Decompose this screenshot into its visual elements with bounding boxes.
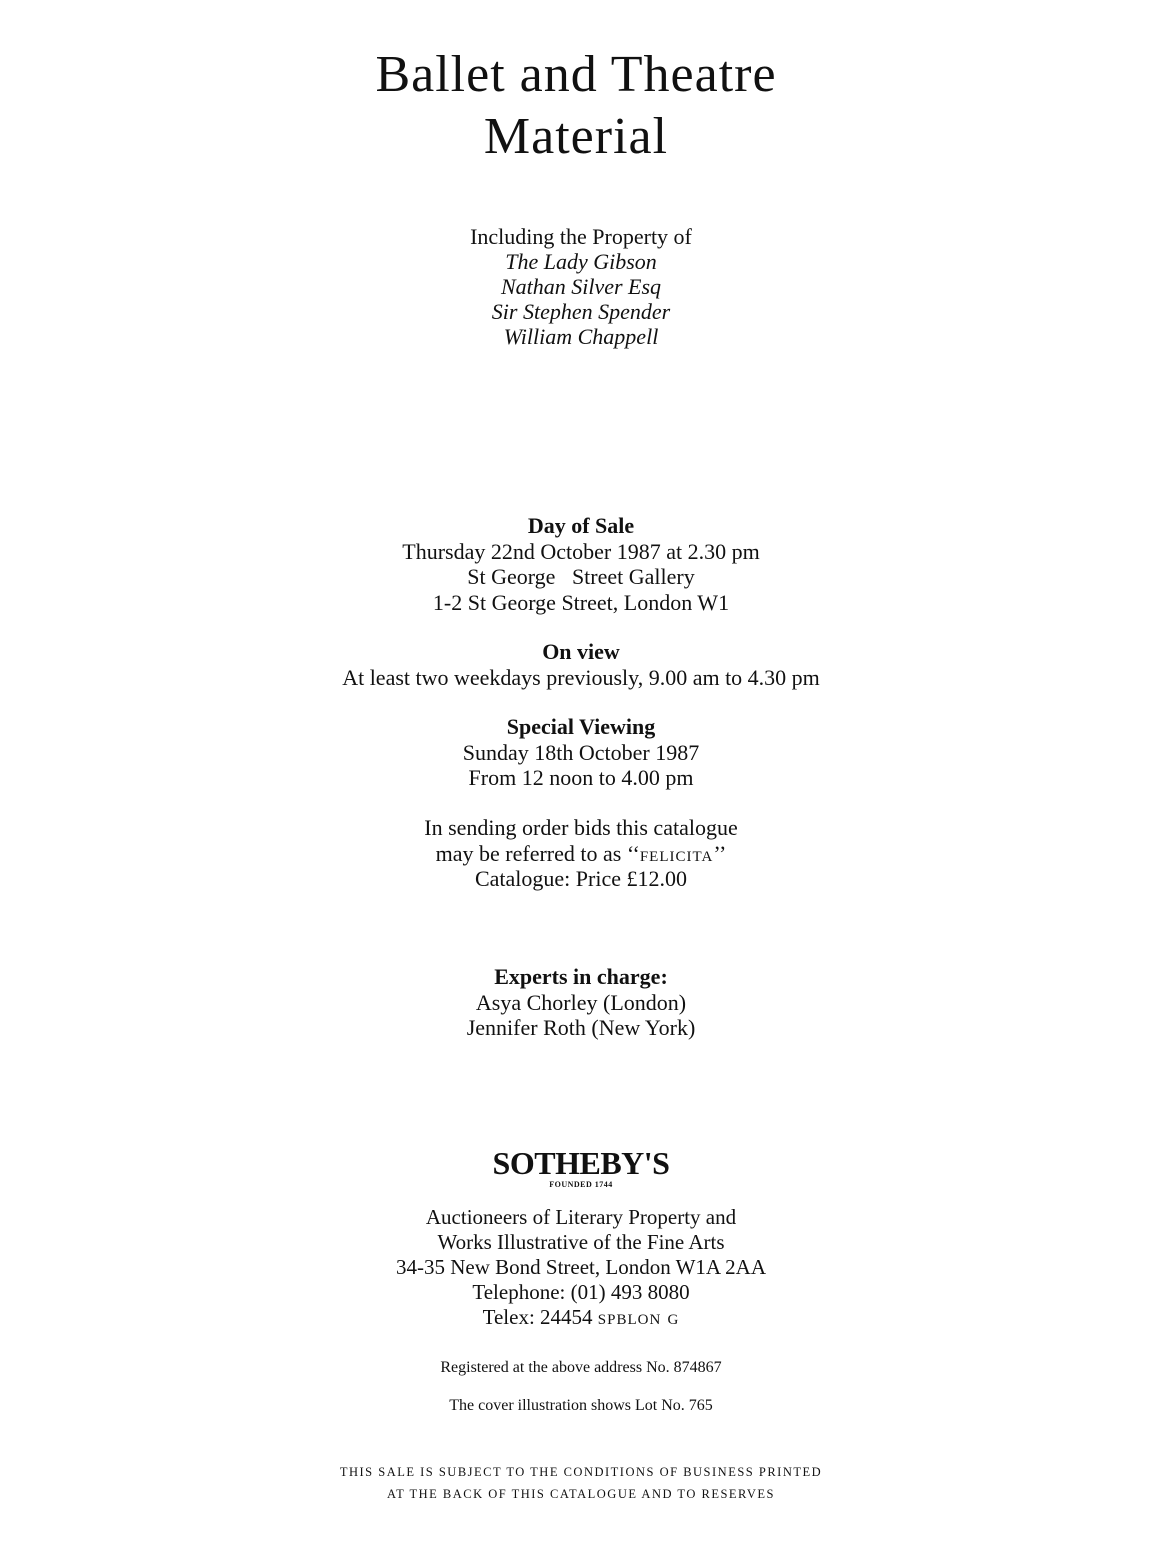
conditions-line-1: THIS SALE IS SUBJECT TO THE CONDITIONS OF BUSINESS PRINTED [339,1465,823,1479]
telex-prefix: Telex: 24454 [482,1305,598,1329]
sale-date: Thursday 22nd October 1987 at 2.30 pm [402,538,760,564]
logo-founded-text: FOUNDED 1744 [549,1180,613,1189]
registration-text: Registered at the above address No. 874867 [440,1359,722,1376]
address-line: Auctioneers of Literary Property and [425,1205,737,1229]
order-bids-section [0,815,1162,892]
sale-address: 1-2 St George Street, London W1 [432,589,730,615]
day-of-sale-section [0,513,1162,615]
owner-name: The Lady Gibson [505,249,657,274]
telephone: Telephone: (01) 493 8080 [472,1280,690,1304]
logo-wordmark: SOTHEBY'S [492,1145,670,1181]
sale-venue: St George Street Gallery [467,564,695,589]
owner-name: William Chappell [503,324,659,349]
special-viewing-section [0,714,1162,791]
page-title [0,44,1157,168]
registration-note [0,1358,1162,1378]
catalogue-code-line [0,841,1162,867]
catalogue-code-prefix: may be referred to as ‘‘ [435,840,640,866]
catalogue-code-suffix: ’’ [713,840,727,866]
experts-heading: Experts in charge: [494,964,668,989]
conditions-notice [0,1461,1162,1505]
owner-name: Nathan Silver Esq [500,274,662,299]
sothebys-logo [0,1145,1162,1190]
order-bids-text: In sending order bids this catalogue [424,815,738,840]
property-intro: Including the Property of [470,224,692,249]
expert-name: Jennifer Roth (New York) [466,1015,696,1040]
on-view-text: At least two weekdays previously, 9.00 am to 4.30 pm [342,664,820,690]
expert-name: Asya Chorley (London) [475,989,687,1015]
catalogue-code: felicita [639,840,714,866]
auctioneer-address [0,1205,1162,1330]
special-viewing-time: From 12 noon to 4.00 pm [468,765,694,790]
on-view-section [0,639,1162,690]
cover-note [0,1396,1162,1416]
telex-code: spblon g [597,1305,680,1329]
property-owners-section [0,224,1162,349]
catalogue-price: Catalogue: Price £12.00 [474,866,687,891]
on-view-heading: On view [542,639,620,664]
title-line-2: Material [483,108,669,165]
day-of-sale-heading: Day of Sale [527,513,635,538]
conditions-line-2: AT THE BACK OF THIS CATALOGUE AND TO RESERVES [387,1487,775,1501]
special-viewing-heading: Special Viewing [506,714,656,739]
owner-name: Sir Stephen Spender [491,299,671,324]
telex [0,1305,1162,1330]
title-line-1: Ballet and Theatre [375,46,777,103]
cover-text: The cover illustration shows Lot No. 765 [449,1397,713,1414]
address-line: Works Illustrative of the Fine Arts [437,1230,725,1254]
special-viewing-date: Sunday 18th October 1987 [462,739,700,765]
street-address: 34-35 New Bond Street, London W1A 2AA [396,1255,766,1279]
experts-section [0,964,1162,1041]
